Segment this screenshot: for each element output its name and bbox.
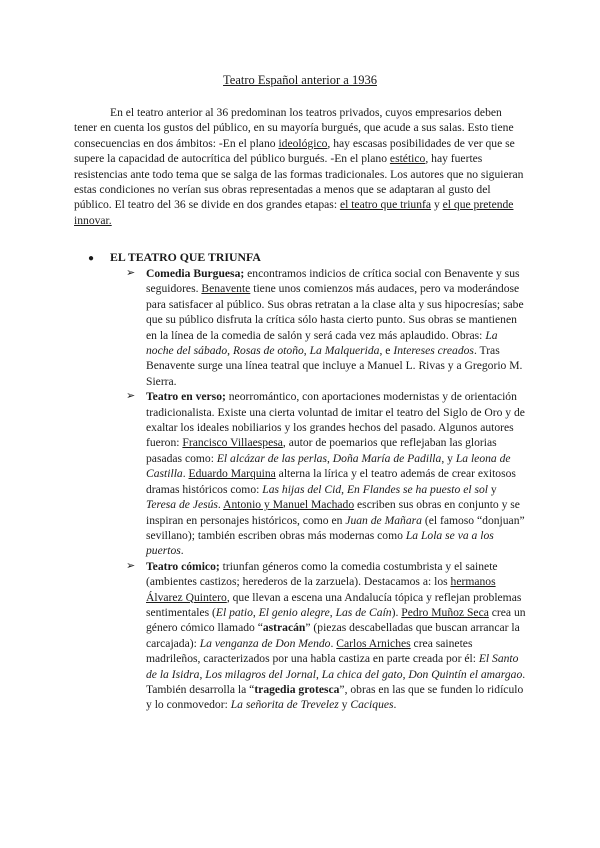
item-text: ,: [341, 482, 347, 496]
item-text: .: [330, 636, 337, 650]
work-title: La leona de Castilla: [146, 451, 511, 481]
author-name: Benavente: [201, 282, 251, 296]
arrow-bullet-icon: ➢: [126, 390, 136, 403]
item-text: ,: [326, 451, 333, 465]
work-title: El Santo de la Isidra: [146, 652, 519, 681]
author-name: hermanos Álvarez Quintero: [146, 575, 496, 604]
work-title: Teresa de Jesús: [146, 498, 218, 512]
document-title: Teatro Español anterior a 1936: [223, 73, 377, 87]
work-title: Don Quintín el amargao: [408, 667, 523, 681]
item-text: ,: [402, 667, 409, 681]
item-text: ,: [227, 344, 233, 358]
section-heading: [88, 250, 261, 265]
item-text: ,: [199, 667, 206, 681]
item-text: ,: [329, 605, 336, 619]
work-title: En Flandes se ha puesto el sol: [346, 482, 489, 496]
item-heading: Teatro cómico;: [146, 559, 220, 573]
intro-term-innovar: el que pretende innovar.: [74, 198, 514, 227]
item-text: ,: [303, 344, 310, 358]
intro-term-triunfa: el teatro que triunfa: [339, 198, 432, 212]
item-text: ”, obras en las que se funden lo ridículo y lo conmovedor:: [146, 682, 524, 712]
item-text: ).: [391, 605, 402, 619]
work-title: La chica del gato: [321, 667, 403, 681]
author-name: Francisco Villaespesa: [182, 436, 283, 450]
work-title: Las hijas del Cid: [262, 482, 342, 496]
item-text: y: [338, 698, 351, 712]
intro-term-estetico: estético: [389, 152, 426, 166]
genre-term: astracán: [262, 621, 306, 635]
intro-text-1: En el teatro anterior al 36 predominan los teatros privados, cuyos empresarios deben tener en cuenta los gustos del público, en su mayoría burgués, que acude a sus salas. Esto tiene consecuencias en dos ámbitos: -En el plano: [74, 106, 514, 150]
author-name: Carlos Arniches: [336, 636, 411, 650]
list-item-teatro-comico: [126, 559, 526, 713]
work-title: Las de Caín: [335, 605, 392, 619]
item-text: .: [393, 698, 397, 712]
arrow-bullet-icon: ➢: [126, 267, 136, 279]
item-heading: Comedia Burguesa;: [146, 267, 245, 280]
work-title: Caciques: [350, 698, 394, 712]
list-item-comedia-burguesa: [126, 266, 526, 389]
work-title: Los milagros del Jornal: [205, 667, 316, 681]
intro-text-4: y: [431, 198, 443, 212]
item-text: ” (piezas descabelladas que buscan arrancar la carcajada):: [146, 621, 520, 650]
subsection-list: [126, 266, 526, 713]
arrow-bullet-icon: ➢: [126, 559, 136, 572]
work-title: Doña María de Padilla: [332, 451, 442, 465]
intro-text-3: , hay fuertes resistencias ante todo tema que se salga de las formas tradicionales. Los autores que no siguieran estas condiciones no verían sus obras representadas a menos que se adaptaran al gusto del público. El teatro del 36 se divide en dos grandes etapas:: [74, 152, 524, 212]
work-title: La Lola se va a los puertos: [146, 528, 494, 558]
work-title: El alcázar de las perlas: [216, 451, 327, 465]
item-text: ,: [315, 667, 322, 681]
item-text: ,: [252, 605, 259, 619]
intro-term-ideologico: ideológico: [278, 136, 328, 150]
work-title: Juan de Mañara: [345, 513, 422, 527]
item-text: crea un género cómico llamado “: [146, 605, 526, 635]
author-name: Pedro Muñoz Seca: [401, 605, 489, 619]
item-text: escriben sus obras en conjunto y se inspiran en personajes históricos, como en: [146, 498, 520, 527]
item-text: . También desarrolla la “: [146, 667, 526, 696]
item-text: , autor de poemarios que reflejaban las glorias pasadas como:: [146, 436, 497, 465]
genre-term: tragedia grotesca: [254, 682, 340, 696]
author-name: Antonio y Manuel Machado: [223, 498, 355, 512]
item-text: , que llevan a escena una Andalucía tópica y reflejan problemas sentimentales (: [146, 590, 522, 619]
work-title: La señorita de Trevelez: [230, 698, 339, 712]
work-title: Rosas de otoño: [232, 344, 304, 358]
intro-paragraph: [74, 105, 526, 228]
intro-text-2: , hay escasas posibilidades de ver que se supere la capacidad de autocrítica del público burgués. -En el plano: [74, 136, 515, 166]
item-text: .: [182, 467, 189, 481]
item-text: .: [180, 544, 184, 558]
bullet-icon: ●: [88, 253, 95, 264]
item-text: (el famoso “donjuan” sevillano); también escriben obras más modernas como: [146, 513, 525, 542]
section-heading-text: EL TEATRO QUE TRIUNFA: [110, 250, 261, 264]
work-title: Intereses creados: [393, 344, 474, 358]
item-text: , y: [441, 451, 456, 465]
item-text: . Tras Benavente surge una línea teatral que incluye a Manuel L. Rivas y a Gregorio M. Sierra.: [146, 344, 523, 388]
list-item-teatro-verso: [126, 389, 526, 558]
item-text: triunfan géneros como la comedia costumbrista y el sainete (ambientes castizos; herederos de la zarzuela). Destacamos a: los: [146, 559, 498, 589]
work-title: El patio: [215, 605, 253, 619]
item-text: , e: [379, 344, 394, 358]
work-title: El genio alegre: [258, 605, 330, 619]
item-text: .: [217, 498, 224, 512]
item-text: alterna la lírica y el teatro además de crear exitosos dramas históricos como:: [146, 467, 516, 496]
author-name: Eduardo Marquina: [188, 467, 276, 481]
work-title: La Malquerida: [309, 344, 380, 358]
work-title: La venganza de Don Mendo: [199, 636, 331, 650]
item-text: crea sainetes madrileños, caracterizados por una habla castiza en parte creada por él:: [146, 636, 479, 666]
item-text: neorromántico, con aportaciones modernistas y de orientación tradicionalista. Existe una cierta voluntad de imitar el teatro del Siglo de Oro y de exaltar los ideales nobiliarios y los grandes hechos del pasado. Algunos autores fueron:: [146, 390, 525, 450]
item-text: y: [488, 482, 497, 496]
item-heading: Teatro en verso;: [146, 390, 226, 404]
work-title: La noche del sábado: [146, 328, 498, 358]
item-text: tiene unos comienzos más audaces, pero va moderándose para satisfacer al público. Sus obras retratan a la clase alta y sus hipocresías; sabe que su público disfruta la crítica sólo hasta cierto punto. Sus obras se mantienen en la línea de la comedia de salón y será cada vez más aplaudido. Obras:: [146, 282, 524, 342]
item-text: encontramos indicios de crítica social con Benavente y sus seguidores.: [146, 267, 520, 296]
